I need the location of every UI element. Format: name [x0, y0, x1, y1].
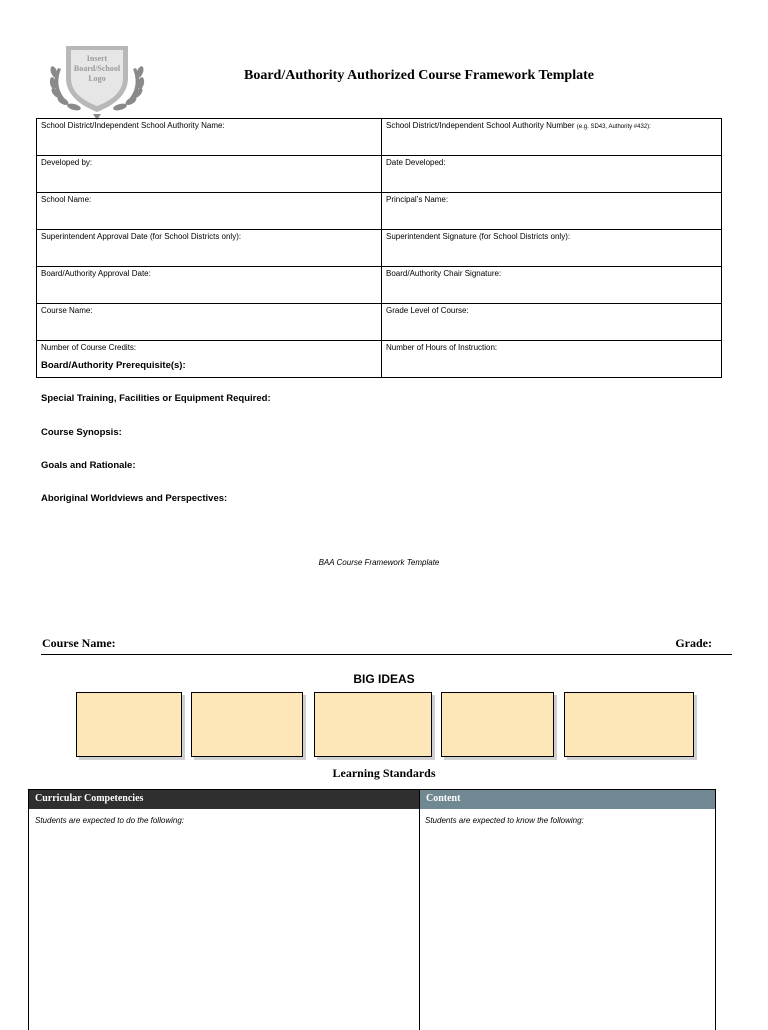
grade-level-field[interactable]: [382, 304, 722, 341]
field-label: Number of Hours of Instruction:: [386, 343, 498, 352]
field-label: Course Name:: [41, 306, 93, 315]
field-label: Superintendent Approval Date (for School Districts only):: [41, 232, 242, 241]
field-label: Date Developed:: [386, 158, 446, 167]
superintendent-signature-field[interactable]: [382, 230, 722, 267]
field-label: Board/Authority Chair Signature:: [386, 269, 502, 278]
curricular-competencies-header: Curricular Competencies: [29, 790, 419, 809]
big-idea-box-2[interactable]: [191, 692, 303, 757]
table-row: [37, 341, 722, 378]
superintendent-approval-date-field[interactable]: [37, 230, 382, 267]
learning-standards-title: Learning Standards: [332, 766, 436, 780]
board-approval-date-field[interactable]: [37, 267, 382, 304]
table-row: [37, 304, 722, 341]
course-name-field[interactable]: [37, 304, 382, 341]
board-chair-signature-field[interactable]: [382, 267, 722, 304]
big-idea-box-3[interactable]: [314, 692, 432, 757]
special-training-heading: Special Training, Facilities or Equipment Required:: [41, 393, 271, 404]
authority-name-field[interactable]: [37, 119, 382, 156]
big-idea-box-5[interactable]: [564, 692, 694, 757]
school-logo-placeholder: [44, 38, 150, 120]
big-idea-box-4[interactable]: [441, 692, 554, 757]
date-developed-field[interactable]: [382, 156, 722, 193]
course-synopsis-heading: Course Synopsis:: [41, 427, 122, 438]
content-instruction: Students are expected to know the following:: [425, 816, 584, 825]
school-name-field[interactable]: [37, 193, 382, 230]
field-label: Principal’s Name:: [386, 195, 449, 204]
table-row: [37, 156, 722, 193]
logo-text-line-2: Board/School: [73, 64, 121, 73]
page-footer: BAA Course Framework Template: [318, 558, 440, 567]
field-note: (e.g. SD43, Authority #432):: [576, 124, 651, 130]
field-label: School District/Independent School Authority Number: [386, 121, 575, 130]
course-info-table: [36, 118, 722, 378]
column-divider: [419, 809, 420, 1030]
big-ideas-title: BIG IDEAS: [353, 672, 415, 686]
course-name-label: Course Name:: [42, 636, 116, 650]
table-row: [37, 193, 722, 230]
field-label: School Name:: [41, 195, 92, 204]
table-row: [37, 267, 722, 304]
course-credits-field[interactable]: [37, 341, 382, 378]
authority-number-field[interactable]: [382, 119, 722, 156]
content-header: Content: [419, 790, 715, 809]
field-label: Number of Course Credits:: [41, 343, 137, 352]
field-label: School District/Independent School Authority Name:: [41, 121, 225, 130]
prerequisites-heading: Board/Authority Prerequisite(s):: [41, 360, 186, 371]
field-label: Developed by:: [41, 158, 93, 167]
logo-text-line-3: Logo: [88, 74, 106, 83]
principal-name-field[interactable]: [382, 193, 722, 230]
learning-standards-table: [28, 789, 716, 1030]
developed-by-field[interactable]: [37, 156, 382, 193]
goals-rationale-heading: Goals and Rationale:: [41, 460, 136, 471]
field-label: Superintendent Signature (for School Districts only):: [386, 232, 571, 241]
field-label: Grade Level of Course:: [386, 306, 469, 315]
hours-of-instruction-field[interactable]: [382, 341, 722, 378]
competencies-instruction: Students are expected to do the following:: [35, 816, 184, 825]
document-title: Board/Authority Authorized Course Framework Template: [244, 68, 594, 83]
table-row: [37, 230, 722, 267]
aboriginal-perspectives-heading: Aboriginal Worldviews and Perspectives:: [41, 493, 228, 504]
grade-label: Grade:: [675, 636, 712, 650]
field-label: Board/Authority Approval Date:: [41, 269, 151, 278]
course-name-header: [42, 636, 712, 651]
logo-text-line-1: Insert: [86, 54, 108, 63]
laurel-shield-icon: [44, 38, 150, 120]
table-row: [37, 119, 722, 156]
big-idea-box-1[interactable]: [76, 692, 182, 757]
header-rule: [41, 654, 732, 655]
